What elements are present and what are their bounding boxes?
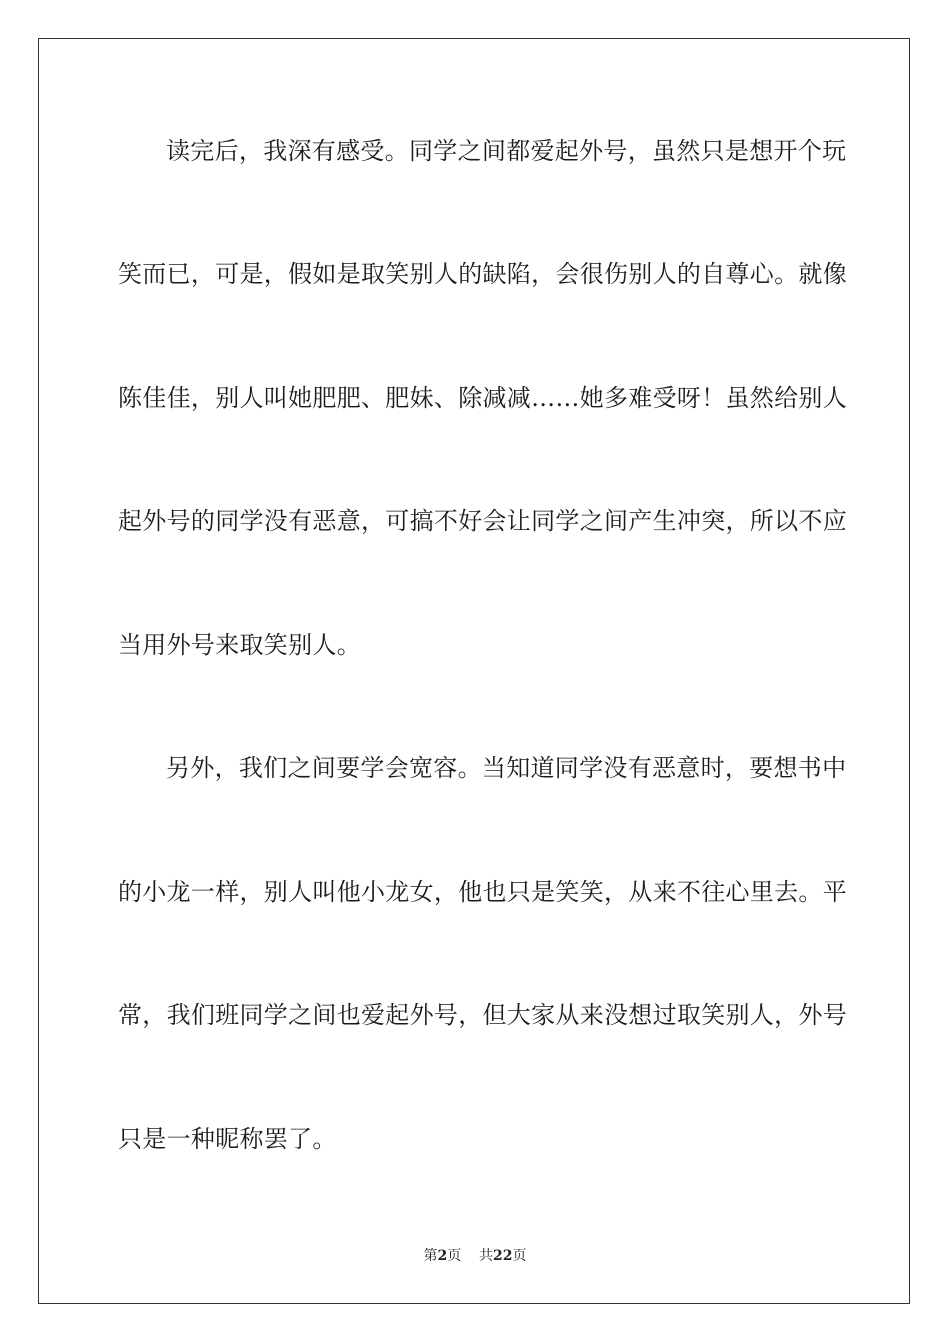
page-frame (38, 38, 910, 1304)
page-suffix: 页 (447, 1248, 462, 1264)
text-line: 起外号的同学没有恶意，可搞不好会让同学之间产生冲突，所以不应 (118, 507, 847, 535)
page-number: 2 (437, 1248, 448, 1264)
text-line: 另外，我们之间要学会宽容。当知道同学没有恶意时，要想书中 (166, 754, 847, 782)
total-pages: 22 (493, 1248, 513, 1264)
text-line: 当用外号来取笑别人。 (118, 631, 361, 659)
text-line: 只是一种昵称罢了。 (118, 1125, 337, 1153)
text-line: 的小龙一样，别人叫他小龙女，他也只是笑笑，从来不往心里去。平 (118, 878, 847, 906)
text-line: 常，我们班同学之间也爱起外号，但大家从来没想过取笑别人，外号 (118, 1001, 847, 1029)
page-footer (0, 1247, 950, 1265)
text-line: 陈佳佳，别人叫她肥肥、肥妹、除减减……她多难受呀！虽然给别人 (118, 384, 847, 412)
page-prefix: 第 (423, 1248, 438, 1264)
text-line: 读完后，我深有感受。同学之间都爱起外号，虽然只是想开个玩 (166, 137, 847, 165)
total-suffix: 页 (512, 1248, 527, 1264)
total-prefix: 共 (479, 1248, 494, 1264)
text-line: 笑而已，可是，假如是取笑别人的缺陷，会很伤别人的自尊心。就像 (118, 260, 847, 288)
